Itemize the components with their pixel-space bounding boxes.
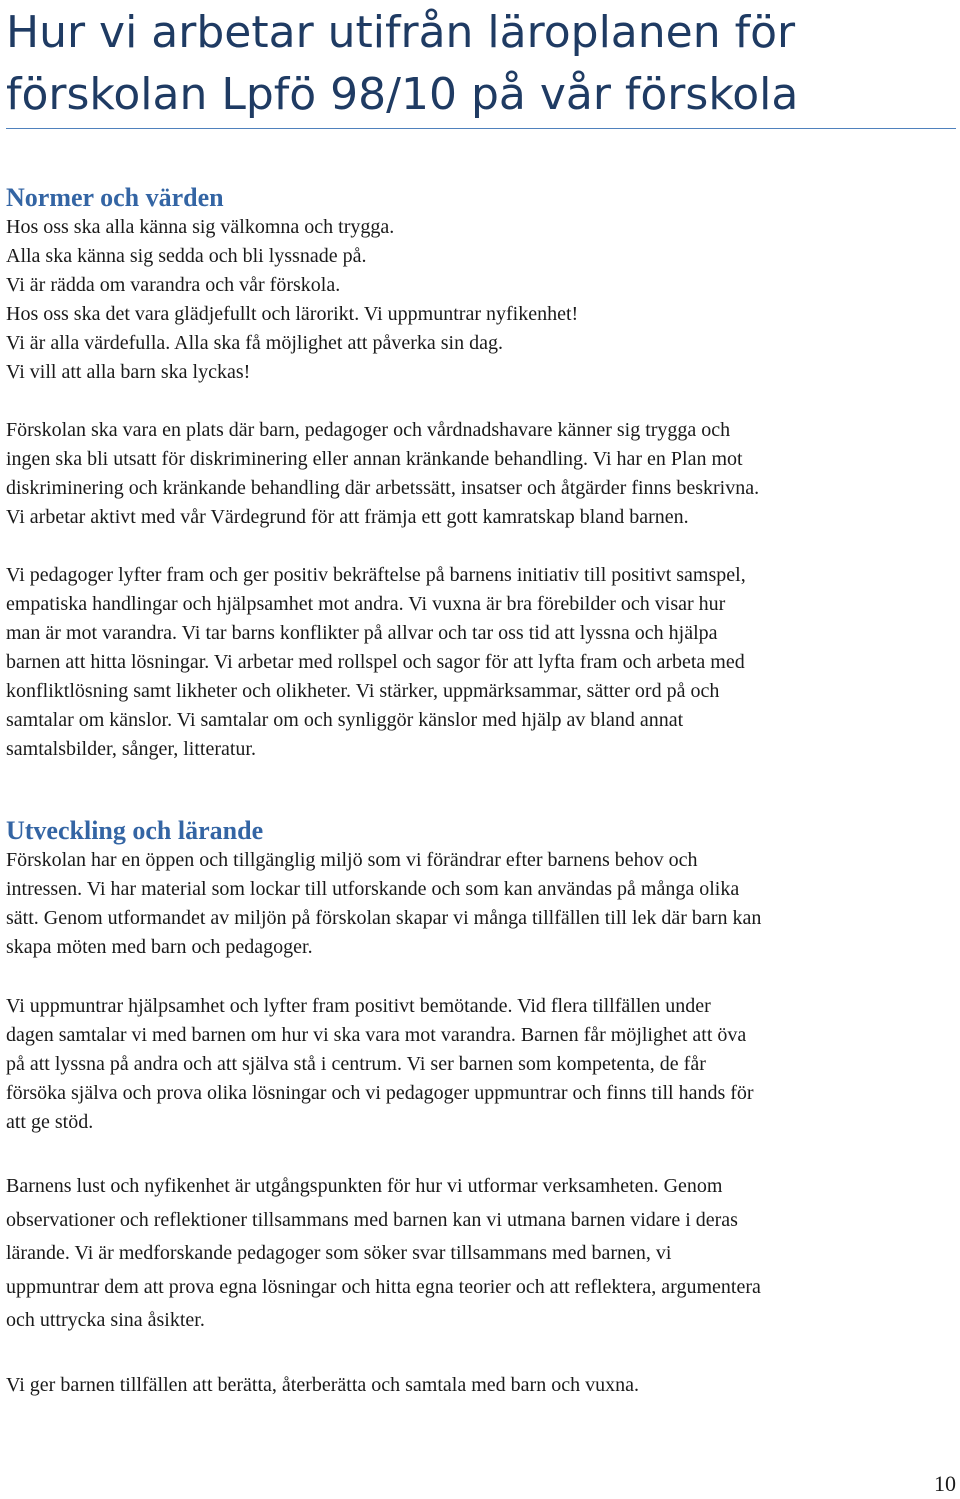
document-title <box>6 0 956 126</box>
paragraph-line: på att lyssna på andra och att själva stå i centrum. Vi ser barnen som kompetenta, de får <box>6 1053 706 1075</box>
paragraph-line: försöka själva och prova olika lösningar och vi pedagoger uppmuntrar och finns till hands för <box>6 1082 754 1104</box>
document-page <box>6 0 956 1400</box>
page-number: 10 <box>934 1471 956 1496</box>
paragraph-line: man är mot varandra. Vi tar barns konflikter på allvar och tar oss tid att lyssna och hjälpa <box>6 622 718 644</box>
utveckling-paragraph-3 <box>6 1170 956 1338</box>
normer-line: Hos oss ska det vara glädjefullt och lärorikt. Vi uppmuntrar nyfikenhet! <box>6 303 579 325</box>
paragraph-line: lärande. Vi är medforskande pedagoger som söker svar tillsammans med barnen, vi <box>6 1242 672 1264</box>
paragraph-line: Vi pedagoger lyfter fram och ger positiv bekräftelse på barnens initiativ till positivt samspel, <box>6 564 746 586</box>
normer-line: Hos oss ska alla känna sig välkomna och trygga. <box>6 216 395 238</box>
utveckling-paragraph-2 <box>6 992 956 1137</box>
paragraph-line: samtalar om känslor. Vi samtalar om och synliggör känslor med hjälp av bland annat <box>6 709 684 731</box>
normer-line: Vi vill att alla barn ska lyckas! <box>6 361 251 383</box>
utveckling-paragraph-4 <box>6 1371 956 1400</box>
paragraph-line: att ge stöd. <box>6 1111 94 1133</box>
document-title-line-1: Hur vi arbetar utifrån läroplanen för <box>6 7 796 58</box>
paragraph-line: observationer och reflektioner tillsammans med barnen kan vi utmana barnen vidare i deras <box>6 1208 738 1231</box>
document-title-line-2: förskolan Lpfö 98/10 på vår förskola <box>6 69 799 120</box>
paragraph-line: sätt. Genom utformandet av miljön på förskolan skapar vi många tillfällen till lek där barn kan <box>6 907 762 929</box>
normer-paragraph-1 <box>6 416 956 532</box>
paragraph-line: samtalsbilder, sånger, litteratur. <box>6 738 256 760</box>
paragraph-line: konfliktlösning samt likheter och olikheter. Vi stärker, uppmärksammar, sätter ord på och <box>6 680 720 702</box>
normer-line: Vi är alla värdefulla. Alla ska få möjlighet att påverka sin dag. <box>6 332 503 354</box>
paragraph-line: Barnens lust och nyfikenhet är utgångspunkten för hur vi utformar verksamheten. Genom <box>6 1175 723 1197</box>
paragraph-line: och uttrycka sina åsikter. <box>6 1309 205 1331</box>
paragraph-line: barnen att hitta lösningar. Vi arbetar med rollspel och sagor för att lyfta fram och arbeta med <box>6 651 745 673</box>
normer-line: Alla ska känna sig sedda och bli lyssnade på. <box>6 245 367 267</box>
paragraph-line: dagen samtalar vi med barnen om hur vi ska vara mot varandra. Barnen får möjlighet att öva <box>6 1024 747 1046</box>
section-heading-utveckling: Utveckling och lärande <box>6 816 264 845</box>
section-heading-normer: Normer och värden <box>6 183 224 212</box>
paragraph-line: skapa möten med barn och pedagoger. <box>6 936 313 958</box>
paragraph-line: Vi arbetar aktivt med vår Värdegrund för att främja ett gott kamratskap bland barnen. <box>6 506 689 528</box>
title-underline-rule <box>6 128 956 129</box>
paragraph-line: uppmuntrar dem att prova egna lösningar och hitta egna teorier och att reflektera, argumentera <box>6 1275 761 1298</box>
paragraph-line: diskriminering och kränkande behandling där arbetssätt, insatser och åtgärder finns beskrivna. <box>6 477 760 499</box>
paragraph-line: Förskolan ska vara en plats där barn, pedagoger och vårdnadshavare känner sig trygga och <box>6 419 731 441</box>
paragraph-line: Förskolan har en öppen och tillgänglig miljö som vi förändrar efter barnens behov och <box>6 849 698 871</box>
paragraph-line: empatiska handlingar och hjälpsamhet mot andra. Vi vuxna är bra förebilder och visar hur <box>6 593 726 615</box>
paragraph-line: ingen ska bli utsatt för diskriminering eller annan kränkande behandling. Vi har en Plan mot <box>6 448 743 470</box>
paragraph-line: Vi ger barnen tillfällen att berätta, återberätta och samtala med barn och vuxna. <box>6 1373 639 1396</box>
normer-short-lines <box>6 213 956 387</box>
paragraph-line: Vi uppmuntrar hjälpsamhet och lyfter fram positivt bemötande. Vid flera tillfällen under <box>6 995 711 1017</box>
normer-line: Vi är rädda om varandra och vår förskola. <box>6 274 341 296</box>
utveckling-paragraph-1 <box>6 846 956 962</box>
paragraph-line: intressen. Vi har material som lockar till utforskande och som kan användas på många olika <box>6 878 740 900</box>
normer-paragraph-2 <box>6 561 956 764</box>
